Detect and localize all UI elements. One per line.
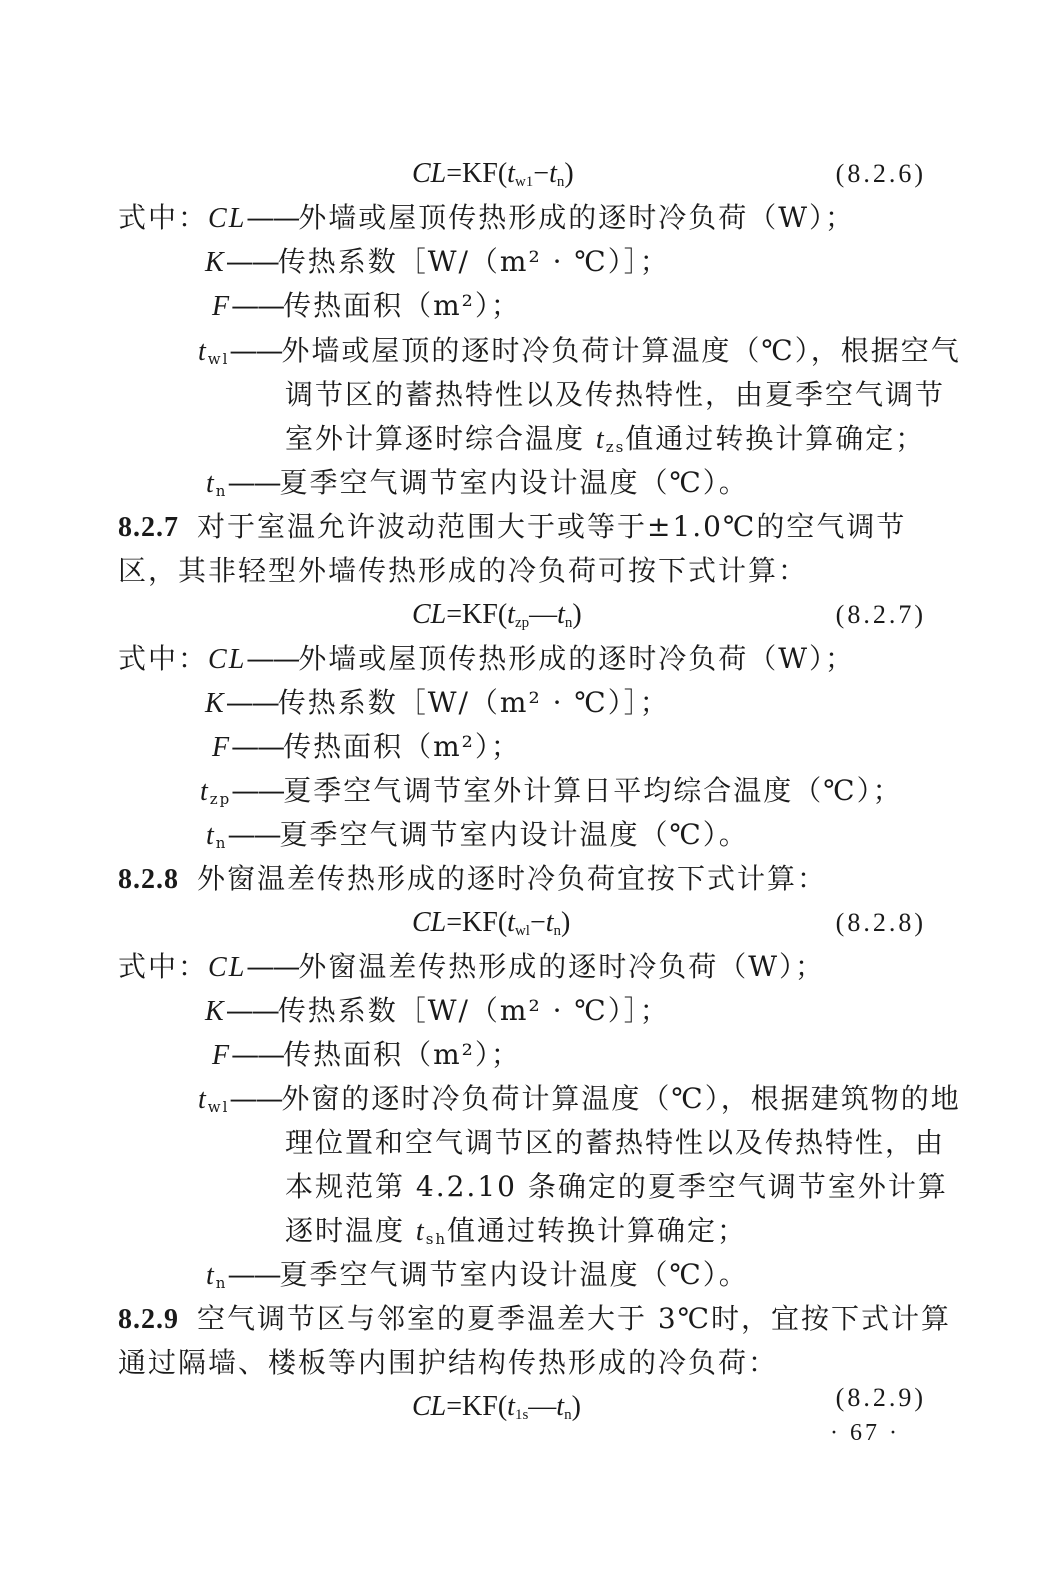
paragraph-text: 外窗温差传热形成的逐时冷负荷宜按下式计算： <box>197 862 828 895</box>
definition-continuation: 理位置和空气调节区的蓄热特性以及传热特性，由 <box>285 1126 946 1159</box>
symbol: CL <box>208 203 247 234</box>
eq-operator: — <box>528 1391 557 1422</box>
dash: —— <box>225 686 278 719</box>
subscript: n <box>215 834 228 852</box>
dash: —— <box>246 950 299 983</box>
subscript: n <box>215 482 228 500</box>
eq-operator: − <box>529 907 546 938</box>
symbol: K <box>205 996 226 1027</box>
dash: —— <box>225 245 278 278</box>
symbol: t <box>206 820 216 851</box>
eq-symbol-cl: CL <box>412 1391 447 1422</box>
eq-subscript: zp <box>514 615 530 631</box>
paragraph-text: 空气调节区与邻室的夏季温差大于 3℃时，宜按下式计算 <box>197 1302 952 1335</box>
eq-subscript: 1s <box>514 1407 529 1423</box>
eq-var: t <box>557 599 565 630</box>
where-line <box>118 949 825 986</box>
definition: 传热面积（m²）； <box>283 289 521 322</box>
dash: —— <box>229 334 282 367</box>
definition-line <box>212 1037 521 1074</box>
subscript: wl <box>207 1098 230 1116</box>
text: 室外计算逐时综合温度 <box>285 422 596 455</box>
paragraph-line: 通过隔墙、楼板等内围护结构传热形成的冷负荷： <box>118 1346 779 1379</box>
eq-close: ) <box>572 599 582 630</box>
symbol: t <box>595 424 606 455</box>
dash: —— <box>231 730 284 763</box>
symbol: CL <box>208 644 247 675</box>
definition-line <box>206 465 749 502</box>
definition-continuation: 调节区的蓄热特性以及传热特性，由夏季空气调节 <box>285 378 946 411</box>
eq-rhs-prefix: =KF( <box>446 158 508 189</box>
definition-line <box>200 773 903 810</box>
definition-line <box>198 1081 961 1118</box>
equation-8-2-9 <box>412 1389 581 1425</box>
definition: 外窗温差传热形成的逐时冷负荷（W）； <box>298 950 826 983</box>
where-label: 式中： <box>118 950 209 983</box>
page-number: · 67 · <box>830 1420 900 1446</box>
paragraph-line: 区，其非轻型外墙传热形成的冷负荷可按下式计算： <box>118 554 809 587</box>
subscript: zp <box>209 790 232 808</box>
dash: —— <box>225 994 278 1027</box>
definition-continuation <box>285 421 925 458</box>
dash: —— <box>227 818 280 851</box>
equation-8-2-8 <box>412 905 570 941</box>
definition-line <box>212 288 521 325</box>
eq-subscript: n <box>564 615 573 631</box>
where-line <box>118 200 855 237</box>
equation-number: (8.2.6) <box>835 159 926 188</box>
eq-operator: — <box>529 599 558 630</box>
section-8-2-9 <box>118 1301 951 1338</box>
subscript: zs <box>605 438 626 456</box>
eq-rhs-prefix: =KF( <box>446 1391 508 1422</box>
symbol: t <box>200 776 210 807</box>
section-number: 8.2.7 <box>118 512 179 543</box>
eq-symbol-cl: CL <box>412 907 447 938</box>
definition: 传热系数［W/（m² · ℃）］； <box>277 245 670 278</box>
equation-number: (8.2.7) <box>835 600 926 629</box>
definition: 传热系数［W/（m² · ℃）］； <box>277 686 670 719</box>
definition-continuation <box>285 1213 747 1250</box>
definition: 传热面积（m²）； <box>283 1038 521 1071</box>
eq-subscript: n <box>553 923 562 939</box>
definition: 夏季空气调节室内设计温度（℃）。 <box>279 466 749 499</box>
section-number: 8.2.8 <box>118 864 179 895</box>
eq-var: t <box>507 599 515 630</box>
where-label: 式中： <box>118 201 209 234</box>
definition-line <box>212 729 521 766</box>
section-8-2-7 <box>118 509 906 546</box>
definition-line <box>205 244 670 281</box>
eq-operator: − <box>533 158 550 189</box>
where-line <box>118 641 855 678</box>
eq-var: t <box>507 907 515 938</box>
definition-line <box>198 333 961 370</box>
eq-var: t <box>507 158 515 189</box>
dash: —— <box>231 1038 284 1071</box>
symbol: K <box>205 688 226 719</box>
dash: —— <box>246 642 299 675</box>
text: 逐时温度 <box>285 1214 416 1247</box>
eq-subscript: w1 <box>514 174 534 190</box>
equation-number: (8.2.8) <box>835 908 926 937</box>
definition: 外墙或屋顶传热形成的逐时冷负荷（W）； <box>298 201 856 234</box>
equation-number: (8.2.9) <box>835 1383 926 1412</box>
eq-var: t <box>545 907 554 938</box>
dash: —— <box>231 774 284 807</box>
definition-continuation: 本规范第 4.2.10 条确定的夏季空气调节室外计算 <box>285 1170 948 1203</box>
subscript: sh <box>425 1230 448 1248</box>
symbol: t <box>415 1216 426 1247</box>
eq-subscript: wl <box>514 923 530 939</box>
section-number: 8.2.9 <box>118 1304 179 1335</box>
subscript: wl <box>207 350 230 368</box>
definition: 传热面积（m²）； <box>283 730 521 763</box>
definition-line <box>206 817 749 854</box>
text: 值通过转换计算确定； <box>447 1214 748 1247</box>
eq-var: t <box>507 1391 515 1422</box>
symbol: t <box>198 1084 208 1115</box>
text: 值通过转换计算确定； <box>625 422 926 455</box>
definition: 外窗的逐时冷负荷计算温度（℃），根据建筑物的地 <box>281 1082 961 1115</box>
eq-symbol-cl: CL <box>412 599 447 630</box>
paragraph-text: 对于室温允许波动范围大于或等于±1.0℃的空气调节 <box>197 510 907 543</box>
eq-rhs-prefix: =KF( <box>446 907 508 938</box>
dash: —— <box>246 201 299 234</box>
eq-close: ) <box>564 158 574 189</box>
symbol: F <box>212 291 232 322</box>
eq-var: t <box>556 1391 565 1422</box>
dash: —— <box>229 1082 282 1115</box>
symbol: F <box>212 732 232 763</box>
symbol: t <box>198 336 208 367</box>
definition-line <box>205 993 670 1030</box>
symbol: F <box>212 1040 232 1071</box>
definition: 夏季空气调节室内设计温度（℃）。 <box>279 818 749 851</box>
subscript: n <box>215 1274 228 1292</box>
definition-line <box>206 1257 749 1294</box>
equation-8-2-7 <box>412 597 582 633</box>
symbol: t <box>206 1260 216 1291</box>
symbol: t <box>206 468 216 499</box>
definition: 传热系数［W/（m² · ℃）］； <box>277 994 670 1027</box>
eq-close: ) <box>561 907 571 938</box>
definition: 外墙或屋顶的逐时冷负荷计算温度（℃），根据空气 <box>281 334 961 367</box>
eq-close: ) <box>571 1391 581 1422</box>
eq-rhs-prefix: =KF( <box>446 599 508 630</box>
where-label: 式中： <box>118 642 209 675</box>
eq-subscript: n <box>556 174 565 190</box>
definition: 夏季空气调节室内设计温度（℃）。 <box>279 1258 749 1291</box>
definition-line <box>205 685 670 722</box>
definition: 夏季空气调节室外计算日平均综合温度（℃）； <box>283 774 903 807</box>
eq-subscript: n <box>564 1407 572 1423</box>
section-8-2-8 <box>118 861 827 898</box>
definition: 外墙或屋顶传热形成的逐时冷负荷（W）； <box>298 642 856 675</box>
dash: —— <box>231 289 284 322</box>
dash: —— <box>227 1258 280 1291</box>
dash: —— <box>227 466 280 499</box>
symbol: K <box>205 247 226 278</box>
eq-var: t <box>549 158 557 189</box>
eq-symbol-cl: CL <box>412 158 447 189</box>
equation-8-2-6 <box>412 156 574 192</box>
symbol: CL <box>208 952 247 983</box>
